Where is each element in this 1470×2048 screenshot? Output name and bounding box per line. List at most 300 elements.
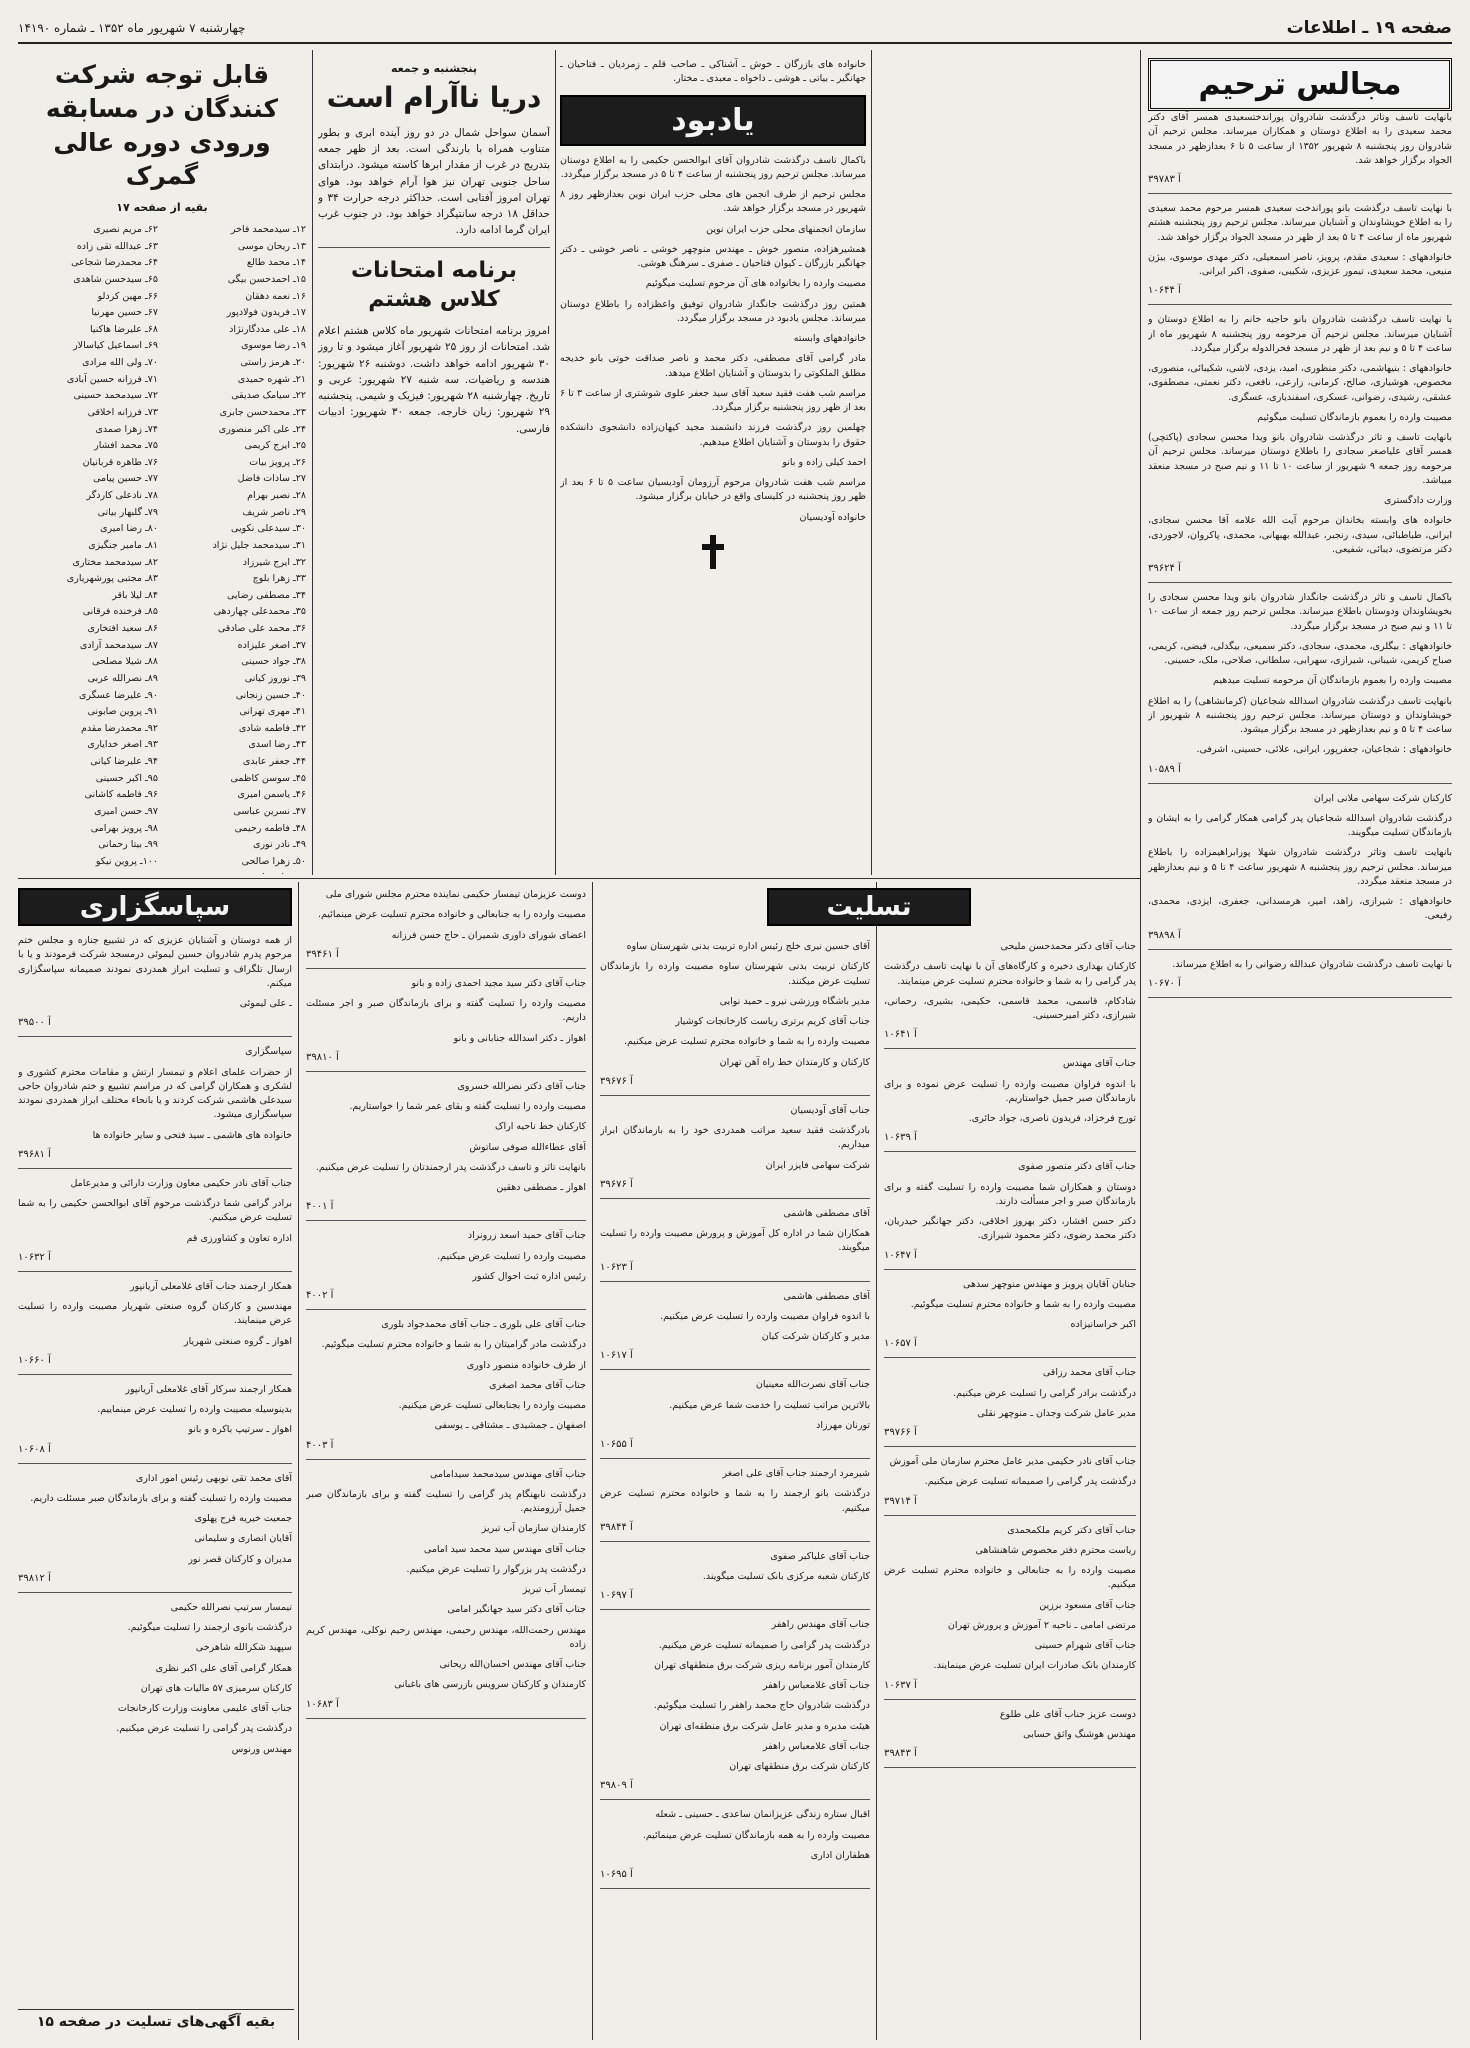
candidate-name: ۲۰ـ هرمز راستی <box>240 357 306 368</box>
notice-divider <box>18 1271 292 1272</box>
notice-paragraph: جناب آقای دکتر سید مجید احمدی زاده و بانو <box>411 977 586 989</box>
notice-paragraph: اداره تعاون و کشاورزی قم <box>186 1232 292 1244</box>
notice-divider <box>306 1459 586 1460</box>
notice-paragraph: مصیبت وارده را به شما و خانواده محترم تسلیت میگوئیم. <box>910 1298 1136 1310</box>
ad-code: ۱۰۶۲۳ آ <box>600 1261 633 1273</box>
notice-paragraph: بالاترین مراتب تسلیت را خدمت شما عرض میکنیم. <box>669 1399 870 1411</box>
ad-code: ۱۰۶۴۱ آ <box>884 1029 917 1041</box>
ad-code: ۳۹۸۴۴ آ <box>600 1521 633 1533</box>
candidate-name: ۶۸ـ علیرضا هاکنیا <box>90 323 158 335</box>
candidate-name: ۹۵ـ اکبر حسینی <box>95 772 158 784</box>
candidate-name: ۳۱ـ سیدمحمد جلیل نژاد <box>212 539 306 551</box>
notice-divider <box>600 1281 870 1282</box>
exam-headline: برنامه امتحانات کلاس هشتم <box>351 257 517 313</box>
candidate-name: ۸۳ـ مجتبی پورشهریاری <box>66 573 158 585</box>
notice-paragraph: آقای مصطفی هاشمی <box>783 1290 870 1302</box>
candidate-name: ۱۹ـ رضا موسوی <box>241 340 306 352</box>
candidate-name: ۸۷ـ سیدمحمد آزادی <box>79 639 158 651</box>
notice-paragraph: باکمال تاسف درگذشت شادروان آقای ابوالحسن حکیمی را به اطلاع دوستان میرساند. مجلس ترحیم روز پنجشنبه از ساعت ۴ تا ۵ در مسجد برگزار میگردد. <box>560 154 866 180</box>
notice-paragraph: جنابان آقایان پرویز و مهندس منوچهر سدهی <box>963 1278 1136 1290</box>
section-title-condolences: تسلیت <box>767 888 971 926</box>
notice-paragraph: آقای حسین نیری خلج رئیس اداره تربیت بدنی شهرستان ساوه <box>626 941 870 952</box>
notice-divider <box>1148 949 1452 950</box>
notice-paragraph: جمعیت خیریه فرح پهلوی <box>194 1513 292 1524</box>
notice-divider <box>884 1151 1136 1152</box>
notice-paragraph: سپاسگزاری <box>245 1046 292 1058</box>
notice-paragraph: بدینوسیله مصیبت وارده را تسلیت عرض مینماییم. <box>97 1404 292 1415</box>
notice-paragraph: جناب آقای محمد اصغری <box>489 1379 586 1391</box>
notice-paragraph: کارکنان شرکت برق منطقهای تهران <box>729 1761 870 1772</box>
notice-divider <box>18 1036 292 1037</box>
candidate-name: ۷۷ـ حسین پیامی <box>93 473 158 485</box>
notice-paragraph: جناب آقای دکتر نصرالله خسروی <box>457 1080 586 1092</box>
notice-paragraph: سپهبد شکرالله شاهرخی <box>195 1642 292 1654</box>
ad-code: ۱۰۶۳۲ آ <box>18 1251 51 1263</box>
candidate-name: ۹۳ـ اصغر خدایاری <box>87 739 158 751</box>
candidate-name: ۹۶ـ فاطمه کاشانی <box>84 789 158 801</box>
notice-paragraph: کارکنان شرکت سهامی ملانی ایران <box>1313 792 1452 804</box>
notice-paragraph: کارکنان شعبه مرکزی بانک تسلیت میگویند. <box>702 1571 870 1582</box>
notice-paragraph: چهلمین روز درگذشت فرزند دانشمند مجید کیهان‌زاده دانشجوی دانشکده حقوق را بدوستان و آشنایان اطلاع میدهیم. <box>560 422 866 448</box>
notice-paragraph: کارکنان سرمیزی ۵۷ مالیات های تهران <box>140 1682 292 1694</box>
notice-paragraph: جناب آقای علیاکبر صفوی <box>770 1550 870 1562</box>
notice-divider <box>18 1592 292 1593</box>
candidate-name: ۲۹ـ ناصر شریف <box>242 506 306 518</box>
candidate-name: ۳۸ـ جواد حسینی <box>241 656 306 668</box>
notice-paragraph: جناب آقای دکتر سید جهانگیر امامی <box>447 1604 586 1616</box>
notice-divider <box>884 1446 1136 1447</box>
notice-paragraph: بانهایت تاسف درگذشت شادروان اسدالله شجاعیان (کرمانشاهی) را به اطلاع خویشاوندان و دوستان میرساند. مجلس ترحیم روز پنجشنبه ۸ شهریور از ساعت ۴ تا ۵ و نیم بعدازظهر در مسجد برگزار میشود. <box>1148 695 1452 735</box>
candidate-name: ۳۵ـ محمدعلی چهاردهی <box>213 606 306 618</box>
notice-paragraph: جناب آقای کریم برتری ریاست کارخانجات کوشیار <box>675 1016 870 1027</box>
notice-paragraph: با اندوه فراوان مصیبت وارده را تسلیت عرض نموده و برای بازماندگان صبر جمیل خواستاریم. <box>884 1078 1136 1104</box>
notice-paragraph: مرتضی امامی ـ ناحیه ۲ آموزش و پرورش تهران <box>947 1619 1136 1631</box>
ad-code: ۳۹۴۶۱ آ <box>306 948 339 960</box>
notice-paragraph: جناب آقای آودیسیان <box>790 1104 870 1116</box>
column-rule <box>312 50 313 875</box>
ad-code: ۱۰۶۵۷ آ <box>884 1338 917 1350</box>
notice-paragraph: جناب آقای مهندس سید محمد سید امامی <box>423 1543 586 1555</box>
notice-paragraph: مدیر و کارکنان شرکت کیان <box>761 1331 870 1342</box>
ad-code: ۱۰۶۸۳ آ <box>306 1698 339 1710</box>
notice-paragraph: درگذشت پدر گرامی را صمیمانه تسلیت عرض میکنیم. <box>658 1639 870 1651</box>
notice-paragraph: کارکنان خط ناحیه اراک <box>495 1121 586 1133</box>
candidate-list <box>18 222 306 874</box>
ad-code: ۴۰۰۱ آ <box>306 1201 334 1213</box>
notice-divider <box>306 1718 586 1719</box>
column-rule <box>871 50 872 875</box>
candidate-name: ۸۵ـ فرخنده فرقانی <box>82 606 158 618</box>
notice-paragraph: مهندس ورنوس <box>231 1743 292 1755</box>
candidate-name: ۷۸ـ نادعلی کاردگر <box>86 490 158 501</box>
notice-paragraph: درگذشت بانو ارجمند را به شما و خانواده محترم تسلیت عرض میکنیم. <box>600 1488 870 1514</box>
notice-paragraph: شرکت سهامی فایزر ایران <box>765 1159 870 1171</box>
page-header <box>18 14 1452 44</box>
notice-divider <box>600 1541 870 1542</box>
notice-paragraph: کارکنان و کارمندان خط راه آهن تهران <box>719 1056 870 1068</box>
notice-divider <box>1148 193 1452 194</box>
notice-divider <box>884 1357 1136 1358</box>
notice-paragraph: بانهایت تاسف وتاثر درگذشت شادروان شهلا پورابراهیمزاده را باطلاع میرساند. مجلس ترحیم روز پنجشنبه ۸ شهریور ساعت ۴ تا ۵ و نیم بعدازظهر در مسجد منعقد میگردد. <box>1148 847 1452 887</box>
notice-paragraph: تیمسار آب تبریز <box>522 1584 586 1595</box>
candidate-name: ۲۷ـ سادات فاضل <box>237 473 306 485</box>
candidate-name: ۷۵ـ محمد افشار <box>94 440 158 452</box>
notice-paragraph: درگذشت مادر گرامیتان را به شما و خانواده محترم تسلیت میگوئیم. <box>321 1339 586 1351</box>
candidate-name <box>166 870 306 874</box>
notice-divider <box>600 1888 870 1889</box>
candidate-name: ۱۰۰ـ پروین نیکو <box>95 855 158 867</box>
notice-paragraph: جناب آقای مهندس راهفر <box>771 1619 870 1631</box>
ad-code: ۱۰۶۴۴ آ <box>1148 285 1181 297</box>
notice-paragraph: اقبال ستاره زندگی عزیزانمان ساعدی ـ حسینی ـ شعله <box>655 1809 870 1821</box>
notice-paragraph: کارمندان آمور برنامه ریزی شرکت برق منطقهای تهران <box>654 1659 870 1671</box>
notice-paragraph: همشیرهزاده، منصور خوش ـ مهندس منوچهر خوشی ـ ناصر خوشی ـ دکتر جهانگیر بازرگان ـ کیوان فتاحیان ـ صفری ـ سرهنگ هوشی. <box>560 243 866 269</box>
notice-paragraph: خانوادههای : سعیدی مقدم، پرویز، ناصر اسمعیلی، دکتر مهدی موسوی، بیژن منیعی، محمد سعیدی، تیمور عزیزی، شکیبی، صفوی، اکبر ایرانی. <box>1148 251 1452 277</box>
notice-paragraph: خانواده های وابسته بخاندان مرحوم آیت الله علامه آقا محسن سجادی، ایرانی، طباطبائی، سیدی، رنجبر، عبدالله بهبهانی، محمدی، پاکروان، لاجوردی، دکتر مرتضوی، دیبائی، شفیعی. <box>1148 515 1452 555</box>
ad-code: ۱۰۶۷۰ آ <box>1148 977 1181 989</box>
candidate-name: ۱۳ـ ریحان موسی <box>237 240 306 252</box>
candidate-name: ۷۶ـ طاهره قربانیان <box>82 456 158 468</box>
ad-code: ۳۹۸۰۹ آ <box>600 1780 633 1792</box>
notice-paragraph: مصیبت وارده را به جنابعالی و خانواده محترم تسلیت عرض مینمائیم. <box>317 909 586 921</box>
candidate-name: ۴۳ـ رضا اسدی <box>248 739 306 751</box>
notice-paragraph: اهواز ـ سرتیپ باکره و بانو <box>188 1424 292 1436</box>
notice-paragraph: مادر گرامی آقای مصطفی، دکتر محمد و ناصر صداقت خوتی بانو خدیجه مطلق الملکوتی را بدوستان و آشنایان اطلاع میدهد. <box>560 353 866 379</box>
candidate-name: ۲۴ـ علی اکبر منصوری <box>218 423 306 435</box>
section-title-memorial: مجالس ترحیم <box>1148 58 1452 111</box>
notice-divider <box>600 1609 870 1610</box>
page-footer: بقیه آگهی‌های تسلیت در صفحه ۱۵ <box>18 2009 294 2030</box>
condolences-column-2 <box>600 940 870 2040</box>
notice-paragraph: جناب آقای دکتر محمدحسن ملیحی <box>1000 941 1136 952</box>
notice-paragraph: برادر گرامی شما درگذشت مرحوم آقای ابوالحسن حکیمی را به شما تسلیت عرض میکنیم. <box>18 1198 292 1224</box>
ad-code: ۱۰۶۶۰ آ <box>18 1354 51 1366</box>
notice-paragraph: جناب آقای شهرام حسینی <box>1034 1640 1136 1651</box>
candidate-name: ۲۱ـ شهره حمیدی <box>237 373 306 385</box>
notice-paragraph: مدیران و کارکنان قصر نور <box>188 1553 292 1565</box>
ad-code: ۳۹۸۱۰ آ <box>306 1051 339 1063</box>
notice-paragraph: جناب آقای علی بلوری ـ جناب آقای محمدجواد بلوری <box>381 1319 586 1330</box>
notice-paragraph: جناب آقای نصرت‌الله معینیان <box>755 1379 870 1391</box>
notice-paragraph: مهندس هوشنگ واثق حسابی <box>1023 1728 1136 1740</box>
notice-paragraph: مصیبت وارده را بعموم بازماندگان آن مرحومه تسلیت میدهیم <box>1213 675 1452 687</box>
notice-paragraph: جناب آقای نادر حکیمی مدیر عامل محترم سازمان ملی آموزش <box>889 1456 1136 1467</box>
notice-paragraph: خانوادههای : بنیهاشمی، دکتر منظوری، امید، یزدی، لاشی، شکیبائی، منصوری، مخصوص، هوشیاری، صالح، کرمانی، زارعی، نافعی، دکتر نعمتی، مصطفوی، عشقی، رشیدی، رضوانی، عسکری، اسفندیاری، عسگری. <box>1148 363 1452 403</box>
notice-paragraph: همکار گرامی آقای علی اکبر نظری <box>155 1662 292 1674</box>
notice-paragraph: آقای مصطفی هاشمی <box>783 1207 870 1219</box>
condolences-column-1 <box>884 940 1136 2040</box>
notice-paragraph: اصفهان ـ جمشیدی ـ مشتاقی ـ یوسفی <box>434 1420 586 1432</box>
candidate-name: ۱۶ـ نعمه دهقان <box>245 290 306 302</box>
candidate-name: ۱۲ـ سیدمحمد فاخر <box>230 224 306 235</box>
notice-paragraph: همکار ارجمند سرکار آقای غلامعلی آریانپور <box>125 1383 292 1395</box>
notice-paragraph: ـ علی لیموئی <box>239 998 292 1009</box>
notice-paragraph: تورنان مهرزاد <box>816 1419 870 1431</box>
ad-code: ۳۹۶۷۶ آ <box>600 1178 633 1190</box>
notice-paragraph: اهواز ـ دکتر اسدالله جنابانی و بانو <box>453 1032 586 1044</box>
notice-paragraph: کارکنان بهداری دخیره و کارگاه‌های آن با نهایت تاسف درگذشت پدر گرامی را به شما و خانواده محترم تسلیت عرض مینمایند. <box>884 961 1136 987</box>
notice-paragraph: آقایان انصاری و سلیمانی <box>194 1533 292 1545</box>
candidate-name: ۹۴ـ علیرضا کیانی <box>90 756 158 767</box>
weather-column <box>318 58 550 874</box>
remembrance-column <box>560 58 866 874</box>
notice-divider <box>1148 783 1452 784</box>
notice-divider <box>884 1515 1136 1516</box>
notice-paragraph: آقای محمد تقی نوبهی رئیس امور اداری <box>135 1472 292 1484</box>
ad-code: ۳۹۵۰۰ آ <box>18 1017 51 1029</box>
candidate-name: ۸۴ـ لیلا باقر <box>112 589 158 601</box>
candidate-name: ۳۶ـ محمد علی صادقی <box>217 623 306 634</box>
ad-code: ۱۰۶۹۵ آ <box>600 1869 633 1880</box>
issue-date: چهارشنبه ۷ شهریور ماه ۱۳۵۲ ـ شماره ۱۴۱۹۰ <box>18 21 246 35</box>
candidate-name: ۶۹ـ اسماعیل کیاسالار <box>73 340 158 352</box>
notice-paragraph: کارمندان بانک صادرات ایران تسلیت عرض مینمایند. <box>933 1660 1136 1672</box>
candidate-name: ۱۸ـ علی مددگارنژاد <box>229 323 306 335</box>
candidate-name: ۶۵ـ سیدحسن شاهدی <box>73 273 158 285</box>
candidate-name: ۱۴ـ محمد طالع <box>246 257 306 269</box>
notice-paragraph: از حضرات علمای اعلام و تیمسار ارتش و مقامات محترم کشوری و لشکری و همکاران گرامی که در مراسم تشییع و ختم شادروان حاجی سیدعلی هاشمی شرکت کردند و یا بانحاء مختلف ابراز همدردی نمودند سپاسگزاری میشود. <box>18 1066 292 1121</box>
notice-paragraph: مصیبت وارده را بعموم بازماندگان تسلیت میگوئیم <box>1257 411 1452 423</box>
section-title-remembrance: یادبود <box>560 95 866 146</box>
notice-paragraph: درگذشت پدر گرامی را تسلیت عرض میکنیم. <box>116 1723 292 1735</box>
column-rule <box>555 50 556 875</box>
notice-paragraph: بانهایت تاسف و تاثر درگذشت شادروان بانو ویدا محسن سجادی (پاکتچی) همسر آقای علیاصغر سجادی را باطلاع دوستان میرساند. مجلس ترحیم آن مرحومه روز جمعه ۹ شهریور از ساعت ۱۰ تا ۱۱ و نیم صبح در مسجد منعقد میباشد. <box>1148 432 1452 486</box>
notice-paragraph: خانوادههای : شجاعیان، جعفرپور، ایرانی، علائی، حسینی، اشرفی. <box>1196 744 1452 756</box>
ad-code: ۳۹۶۲۴ آ <box>1148 563 1181 574</box>
notice-paragraph: کارمندان و کارکنان سرویس بازرسی های باغبانی <box>394 1679 586 1691</box>
notice-paragraph: جناب آقای دکتر منصور صفوی <box>1018 1161 1136 1173</box>
notice-paragraph: درگذشت شادروان اسدالله شجاعیان پدر گرامی همکار گرامی را به ایشان و بازماندگان تسلیت میگویند. <box>1148 812 1452 838</box>
notice-divider <box>884 1767 1136 1768</box>
ad-code: ۳۹۷۸۳ آ <box>1148 174 1181 185</box>
candidate-name: ۲۸ـ نصیر بهرام <box>247 490 306 501</box>
ad-code: ۴۰۰۳ آ <box>306 1439 334 1451</box>
candidate-name: ۲۲ـ سیامک صدیقی <box>231 390 306 402</box>
notice-divider <box>600 1095 870 1096</box>
candidate-name: ۶۷ـ حسین مهرنیا <box>91 307 158 319</box>
notice-divider <box>1148 582 1452 583</box>
candidate-name: ۷۱ـ فرزانه حسین آبادی <box>66 373 158 385</box>
notice-paragraph: مراسم شب هفت شادروان مرحوم آرزومان آودیسیان ساعت ۵ تا ۶ بعد از ظهر روز پنجشنبه در کلیسای واقع در خیابان برگزار میشود. <box>560 477 866 503</box>
notice-divider <box>600 1198 870 1199</box>
ad-code: ۱۰۶۳۷ آ <box>884 1679 917 1691</box>
notice-paragraph: رئیس اداره ثبت احوال کشور <box>472 1270 586 1282</box>
candidate-name: ۹۹ـ بیتا رحمانی <box>98 839 158 851</box>
notice-paragraph: درگذشت نابهنگام پدر گرامی را تسلیت گفته و برای بازماندگان صبر جمیل آرزومندیم. <box>306 1488 586 1514</box>
notice-paragraph: درگذشت شادروان حاج محمد راهفر را تسلیت میگوئیم. <box>653 1700 870 1712</box>
notice-paragraph: هطفاران اداری <box>810 1849 870 1861</box>
notice-paragraph: مراسم شب هفت فقید سعید آقای سید جعفر علوی شوشتری از ساعت ۳ تا ۶ بعد از ظهر روز پنجشنبه برگزار میگردد. <box>560 387 866 413</box>
candidate-name: ۳۹ـ نوروز کیانی <box>244 672 306 684</box>
ad-code: ۳۹۶۸۱ آ <box>18 1148 51 1160</box>
candidate-name: ۴۷ـ نسرین عباسی <box>233 805 306 817</box>
notice-paragraph: تیمسار سرتیپ نصرالله حکیمی <box>170 1601 292 1613</box>
notice-paragraph: ریاست محترم دفتر مخصوص شاهنشاهی <box>975 1544 1136 1556</box>
candidate-name <box>18 870 158 874</box>
notice-paragraph: اکبر خراسانیزاده <box>1070 1319 1136 1330</box>
candidate-name: ۲۵ـ ایرج کریمی <box>244 440 306 452</box>
candidate-name: ۴۹ـ نادر نوری <box>253 839 306 851</box>
ad-code: ۳۹۸۱۲ آ <box>18 1572 51 1584</box>
candidate-name: ۴۸ـ فاطمه رحیمی <box>234 822 306 834</box>
notice-paragraph: جناب آقای مهندس سیدمحمد سیدامامی <box>429 1468 586 1480</box>
candidate-name: ۸۲ـ سیدمحمد مختاری <box>72 556 158 568</box>
weather-kicker: پنجشنبه و جمعه <box>390 62 478 75</box>
notice-paragraph: دکتر حسن افشار، دکتر بهروز اخلاقی، دکتر جهانگیر حیدریان، دکتر محمد رضوی، دکتر محمود شیرازی. <box>884 1216 1136 1242</box>
ad-code: ۱۰۵۸۹ آ <box>1148 763 1181 775</box>
exam-body: امروز برنامه امتحانات شهریور ماه کلاس هشتم اعلام شد. امتحانات از روز ۲۵ شهریور آغاز میشود و تا روز ۳۰ شهریور ادامه خواهد داشت. دوشنبه ۲۶ شهریور: هندسه و ریاضیات. سه شنبه ۲۷ شهریور: عربی و تاریخ. چهارشنبه ۲۸ شهریور: فیزیک و شیمی. پنجشنبه ۲۹ شهریور: زبان خارجه. جمعه ۳۰ شهریور: ادبیات فارسی. <box>318 325 550 435</box>
weather-headline: دریا ناآرام است <box>326 81 542 114</box>
notice-paragraph: مصیبت وارده را به شما و خانواده محترم تسلیت عرض میکنیم. <box>623 1036 870 1048</box>
candidate-name: ۸۹ـ نصرالله عربی <box>87 672 158 684</box>
notice-paragraph: مدیر عامل شرکت وجدان ـ منوچهر نقلی <box>977 1407 1136 1419</box>
notice-paragraph: دوست عزیزمان تیمسار حکیمی نماینده محترم مجلس شورای ملی <box>325 889 586 900</box>
weather-body: آسمان سواحل شمال در دو روز آینده ابری و بطور متناوب همراه با بارندگی است. بعد از ظهر جمعه بتدریج در غرب از مقدار ابرها کاسته میشود. درابتدای ساحل جنوبی تهران نیز هوا آرام خواهد بود. هوای تهران امروز آفتابی است. حداکثر درجه حرارت ۳۴ و حداقل ۱۸ درجه سانتیگراد خواهد بود. در جنوب غرب ایران گرما ادامه دارد. <box>318 126 550 237</box>
notice-paragraph: جناب آقای غلامعباس راهفر <box>762 1740 870 1752</box>
column-rule <box>876 882 877 2040</box>
notice-paragraph: بانهایت تاثر و تاسف درگذشت پدر ارجمندتان را تسلیت عرض میکنیم. <box>315 1161 586 1173</box>
notice-paragraph: شادکام، قاسمی، محمد قاسمی، حکیمی، بشیری، رحمانی، شیرازی، دکتر امیرحسینی. <box>884 995 1136 1021</box>
memorial-notices <box>1148 111 1452 998</box>
notice-divider <box>600 1369 870 1370</box>
notice-paragraph: کارکنان تربیت بدنی شهرستان ساوه مصیبت وارده را بازماندگان تسلیت عرض میکنند. <box>600 961 870 987</box>
candidate-name: ۳۴ـ مصطفی رضایی <box>227 589 306 601</box>
condolences-column-3 <box>306 888 586 2038</box>
notice-paragraph: اهواز ـ گروه صنعتی شهریار <box>184 1335 292 1347</box>
candidate-name: ۵۰ـ زهرا صالحی <box>241 855 306 867</box>
notice-paragraph: دوستان و همکاران شما مصیبت وارده را تسلیت گفته و برای بازماندگان صبر و اجر مسألت دارند. <box>884 1181 1136 1207</box>
candidate-name: ۹۸ـ پرویز بهرامی <box>90 822 158 834</box>
notice-divider <box>1148 304 1452 305</box>
notice-paragraph: جناب آقای محمد رزاقی <box>1042 1367 1136 1379</box>
candidate-name: ۶۴ـ محمدرضا شجاعی <box>71 257 158 269</box>
notice-paragraph: مصیبت وارده را تسلیت گفته و برای بازماندگان صبر مسئلت داریم. <box>30 1492 292 1504</box>
notice-paragraph: جناب آقای غلامعباس راهفر <box>762 1680 870 1691</box>
notice-divider <box>18 1168 292 1169</box>
notice-paragraph: خانواده های هاشمی ـ سید فتحی و سایر خانواده ها <box>92 1129 292 1141</box>
condolences-title-wrap <box>600 888 1138 928</box>
candidate-name: ۹۷ـ حسن امیری <box>94 805 158 817</box>
candidate-name: ۲۳ـ محمدحسن جابری <box>219 406 306 418</box>
notice-paragraph: با نهایت تاسف درگذشت شادروان بانو حاجیه خانم را به اطلاع دوستان و آشنایان میرساند. مجلس ترحیم آن مرحومه روز پنجشنبه ۸ شهریور ماه از ساعت ۴ تا ۵ و نیم بعد از ظهر در مسجد فخرالدوله برگزار میگردد. <box>1148 314 1452 354</box>
candidate-name: ۴۰ـ حسین زنجانی <box>235 689 306 701</box>
notice-divider <box>18 1463 292 1464</box>
notice-paragraph: مصیبت وارده را به جنابعالی و خانواده محترم تسلیت عرض میکنیم. <box>884 1565 1136 1591</box>
memorial-services-column <box>1148 58 1452 2038</box>
candidate-name: ۹۱ـ پروین صابونی <box>87 706 158 718</box>
candidate-name: ۶۳ـ عبدالله تقی زاده <box>76 240 158 252</box>
cross-icon <box>560 535 866 569</box>
notice-paragraph: جناب آقای مسعود برزین <box>1039 1599 1136 1611</box>
candidate-name: ۷۲ـ سیدمحمد حسینی <box>73 390 158 402</box>
notice-paragraph: همکار ارجمند جناب آقای غلامعلی آریانپور <box>129 1280 292 1292</box>
notice-divider <box>600 1799 870 1800</box>
notice-paragraph: اهواز ـ مصطفی دهقین <box>496 1182 586 1193</box>
candidate-name: ۷۳ـ فرزانه اخلاقی <box>87 406 158 418</box>
candidate-name: ۸۸ـ شیلا مصلحی <box>91 656 158 668</box>
thanks-column <box>18 888 292 2008</box>
notice-paragraph: از همه دوستان و آشنایان عزیزی که در تشییع جنازه و مجلس ختم مرحوم پدرم شادروان حسین لیموئی درمسجد شرکت فرمودند و یا با ارسال تلگراف و تسلیت ابراز همدردی نمودند صمیمانه سپاسگزاری میکنم. <box>18 935 292 989</box>
notice-paragraph: شیرمرد ارجمند جناب آقای علی اصغر <box>722 1468 870 1479</box>
notice-paragraph: با اندوه فراوان مصیبت وارده را تسلیت عرض میکنیم. <box>660 1310 870 1322</box>
notice-divider <box>884 1269 1136 1270</box>
notice-paragraph: درگذشت بانوی ارجمند را تسلیت میگوئیم. <box>127 1622 292 1633</box>
ad-code: ۱۰۶۰۸ آ <box>18 1443 51 1455</box>
notice-paragraph: مصیبت وارده را تسلیت گفته و برای بازماندگان صبر و اجر مسئلت داریم. <box>306 998 586 1024</box>
notice-paragraph: جناب آقای دکتر کریم ملکمحمدی <box>1007 1524 1136 1536</box>
notice-paragraph: مصیبت وارده را بجنابعالی تسلیت عرض میکنیم. <box>398 1400 586 1411</box>
candidate-name: ۶۶ـ مهین کردلو <box>97 290 158 302</box>
notice-paragraph: مصیبت وارده را تسلیت عرض میکنیم. <box>437 1250 586 1262</box>
candidate-name: ۷۰ـ ولی الله مرادی <box>82 357 158 368</box>
candidate-name: ۶۲ـ مریم نصیری <box>93 224 158 235</box>
candidate-name: ۱۵ـ احمدحسن بیگی <box>227 273 306 285</box>
column-rule <box>1140 50 1141 2040</box>
column-rule <box>298 882 299 2040</box>
notice-paragraph: مصیبت وارده را بخانواده های آن مرحوم تسلیت میگوئیم <box>645 278 866 290</box>
candidate-name: ۹۲ـ محمدرضا مقدم <box>80 722 158 734</box>
notice-divider <box>306 1071 586 1072</box>
notice-divider <box>884 1048 1136 1049</box>
customs-headline: قابل توجه شرکت کنندگان در مسابقه ورودی دوره عالی گمرک <box>45 60 279 191</box>
ad-code: ۱۰۶۹۷ آ <box>600 1590 633 1602</box>
ad-code: ۱۰۶۴۷ آ <box>884 1249 917 1261</box>
notice-divider <box>306 1309 586 1310</box>
notice-paragraph: اعضای شورای داوری شمیران ـ حاج حسن فرزانه <box>391 929 586 941</box>
notice-paragraph: هیئت مدیره و مدیر عامل شرکت برق منطقه‌ای تهران <box>659 1720 870 1732</box>
section-rule <box>18 878 1140 879</box>
candidate-name: ۷۴ـ زهرا صمدی <box>95 423 158 435</box>
notice-paragraph: همکاران شما در اداره کل آموزش و پرورش مصیبت وارده را تسلیت میگویند. <box>600 1228 870 1254</box>
ad-code: ۳۹۸۴۳ آ <box>884 1748 917 1759</box>
notice-paragraph: خانوادههای وابسته <box>793 333 866 344</box>
ad-code: ۴۰۰۲ آ <box>306 1290 334 1301</box>
candidate-name: ۴۲ـ فاطمه شادی <box>238 722 306 734</box>
notice-paragraph: با نهایت تاسف درگذشت شادروان عبدالله رضوانی را به اطلاع میرساند. <box>1172 958 1452 970</box>
candidate-name: ۸۶ـ سعید افتخاری <box>87 623 158 634</box>
notice-divider <box>306 968 586 969</box>
notice-paragraph: جناب آقای حمید اسعد زرونراد <box>467 1230 586 1242</box>
ad-code: ۱۰۶۳۹ آ <box>884 1132 917 1144</box>
candidate-name: ۲۶ـ پرویز بیات <box>249 456 306 468</box>
candidate-name: ۴۵ـ سوسن کاظمی <box>230 772 306 784</box>
notice-paragraph: خانوادههای : بیگلری، محمدی، سجادی، دکتر سمیعی، بیگدلی، فیضی، کریمی، صباح کریمی، شیبانی، شیرازی، سهرابی، سلطانی، صلاحی، ملک، حسینی. <box>1148 640 1452 666</box>
page-number: صفحه ۱۹ ـ اطلاعات <box>1286 18 1452 38</box>
candidate-name: ۴۴ـ جعفر عابدی <box>242 756 306 767</box>
notice-paragraph: مجلس ترحیم از طرف انجمن های محلی حزب ایران نوین بعدازظهر روز ۸ شهریور در مسجد برگزار خواهد شد. <box>560 189 866 215</box>
notice-paragraph: از طرف خانواده منصور داوری <box>466 1359 586 1371</box>
notice-divider <box>1148 997 1452 998</box>
notice-paragraph: درگذشت پدر گرامی را صمیمانه تسلیت عرض میکنیم. <box>924 1476 1136 1488</box>
candidate-name: ۸۰ـ رضا امیری <box>100 523 158 535</box>
notice-paragraph: مصیبت وارده را تسلیت گفته و بقای عمر شما را خواستاریم. <box>349 1101 586 1112</box>
ad-code: ۳۹۷۶۶ آ <box>884 1427 917 1438</box>
candidate-name: ۹۰ـ علیرضا عسگری <box>79 689 158 701</box>
candidate-name: ۸۱ـ مامیر جنگیزی <box>88 539 158 551</box>
remembrance-notices <box>560 154 866 525</box>
ad-code: ۳۹۶۷۶ آ <box>600 1075 633 1087</box>
candidate-name: ۴۶ـ یاسمن امیری <box>237 789 306 801</box>
candidate-name: ۳۷ـ اصغر علیزاده <box>237 639 306 651</box>
notice-paragraph: آقای عطاءالله صوفی ساتوش <box>469 1141 586 1153</box>
notice-paragraph: بادرگذشت فقید سعید مراتب همدردی خود را به بازماندگان ابراز میداریم. <box>600 1125 870 1151</box>
notice-paragraph: احمد کیلی زاده و بانو <box>782 456 866 468</box>
column-rule <box>592 882 593 2040</box>
notice-paragraph: مصیبت وارده را به همه بازماندگان تسلیت عرض مینمائیم. <box>642 1829 870 1841</box>
notice-paragraph: خانوادههای : شیرازی، زاهد، امیر، هرمسدانی، جعفری، ایزدی، محمدی، رفیعی. <box>1148 896 1452 922</box>
notice-paragraph: جناب آقای مهندس <box>1062 1058 1136 1070</box>
ad-code: ۱۰۶۱۷ آ <box>600 1350 633 1362</box>
